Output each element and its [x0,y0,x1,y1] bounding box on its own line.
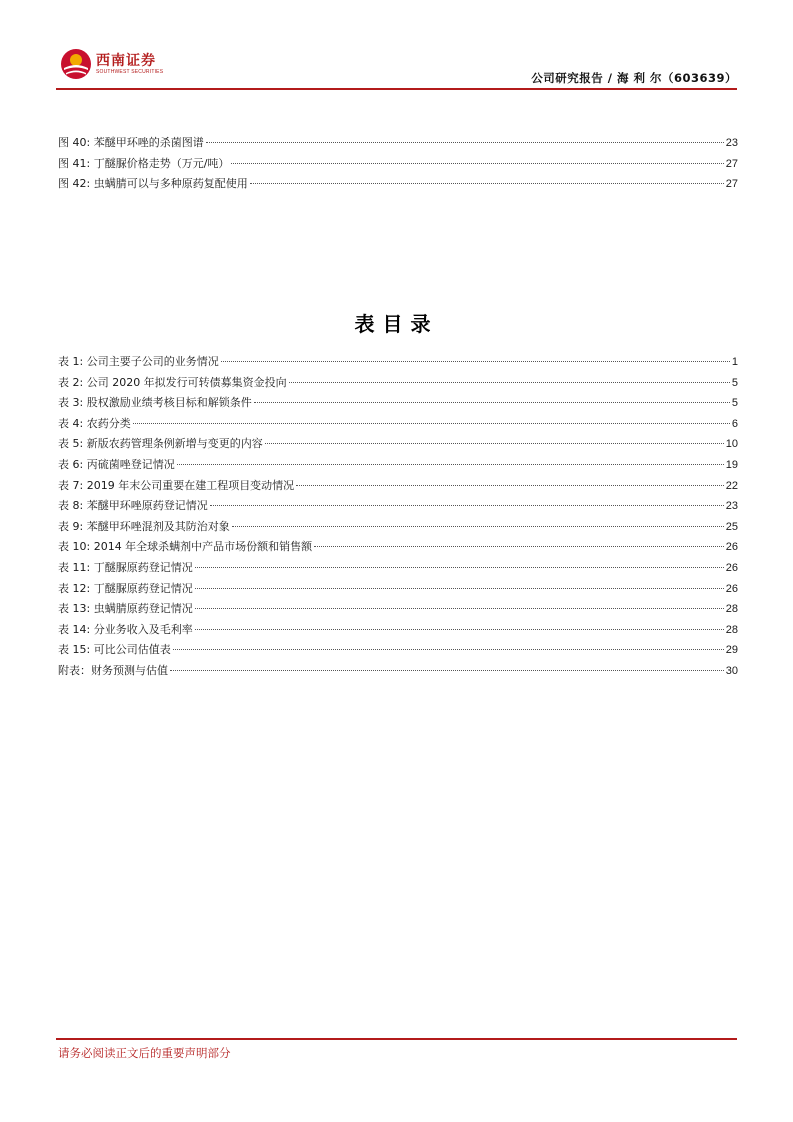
toc-entry[interactable] [58,373,738,394]
footer-disclaimer: 请务必阅读正文后的重要声明部分 [58,1046,231,1060]
toc-leader-dots [296,485,724,486]
toc-leader-dots [177,464,724,465]
toc-entry-label: 表 8: 苯醚甲环唑原药登记情况 [58,499,208,513]
tables-section-title: 表目录 [354,312,439,336]
toc-entry[interactable] [58,352,738,373]
toc-entry-page: 1 [731,356,738,368]
toc-entry[interactable] [58,537,738,558]
toc-entry[interactable] [58,558,738,579]
toc-entry-label: 表 2: 公司 2020 年拟发行可转债募集资金投向 [58,375,287,389]
toc-entry-label: 表 6: 丙硫菌唑登记情况 [58,457,175,471]
toc-entry-page: 10 [725,438,738,451]
toc-entry[interactable] [58,517,738,538]
toc-entry-page: 5 [731,397,738,410]
toc-entry-page: 23 [725,500,738,513]
toc-entry-label: 表 9: 苯醚甲环唑混剂及其防治对象 [58,519,230,533]
toc-leader-dots [289,382,730,383]
toc-entry[interactable] [58,661,738,682]
toc-entry-page: 30 [725,664,738,677]
toc-entry-page: 23 [725,137,738,149]
toc-entry-label: 表 14: 分业务收入及毛利率 [58,622,193,636]
toc-entry-label: 表 15: 可比公司估值表 [58,643,171,657]
toc-leader-dots [254,402,730,403]
toc-entry[interactable] [58,133,738,154]
toc-entry-page: 28 [725,623,738,636]
toc-entry-page: 27 [725,178,738,191]
toc-entry-label: 表 1: 公司主要子公司的业务情况 [58,355,219,368]
toc-leader-dots [195,608,724,609]
toc-leader-dots [133,423,730,424]
toc-leader-dots [232,526,724,527]
toc-entry-page: 26 [725,582,738,595]
sun-rising-icon [60,48,92,80]
toc-entry-page: 29 [725,644,738,657]
figures-toc [58,133,738,195]
toc-entry[interactable] [58,174,738,195]
brand-logo [60,48,163,80]
toc-entry[interactable] [58,414,738,435]
toc-entry-label: 附表：财务预测与估值 [58,663,168,677]
toc-entry[interactable] [58,154,738,175]
toc-entry-page: 19 [725,458,738,471]
toc-entry-page: 26 [725,541,738,554]
toc-entry[interactable] [58,393,738,414]
toc-entry-label: 图 41: 丁醚脲价格走势（万元/吨） [58,156,230,170]
toc-entry[interactable] [58,434,738,455]
toc-leader-dots [173,649,724,650]
report-header-title: 公司研究报告 / 海 利 尔（603639） [531,71,737,85]
tables-toc [58,352,738,682]
toc-entry-label: 表 5: 新版农药管理条例新增与变更的内容 [58,437,263,451]
toc-entry[interactable] [58,620,738,641]
toc-leader-dots [314,546,724,547]
toc-entry-label: 表 12: 丁醚脲原药登记情况 [58,581,193,595]
toc-entry[interactable] [58,476,738,497]
toc-entry-label: 表 10: 2014 年全球杀螨剂中产品市场份额和销售额 [58,540,313,554]
toc-entry[interactable] [58,640,738,661]
toc-entry-label: 表 4: 农药分类 [58,416,131,430]
toc-entry-page: 25 [725,520,738,533]
toc-entry-page: 26 [725,561,738,574]
toc-entry[interactable] [58,579,738,600]
toc-entry-label: 图 40: 苯醚甲环唑的杀菌图谱 [58,136,204,149]
brand-name-en: SOUTHWEST SECURITIES [96,68,164,75]
toc-entry-page: 5 [731,376,738,389]
toc-leader-dots [221,361,730,362]
toc-entry-label: 表 3: 股权激励业绩考核目标和解锁条件 [58,396,252,410]
toc-entry-label: 表 13: 虫螨腈原药登记情况 [58,602,193,616]
toc-leader-dots [265,443,724,444]
toc-entry-page: 28 [725,603,738,616]
toc-leader-dots [250,183,724,184]
toc-leader-dots [195,567,724,568]
toc-leader-dots [195,588,724,589]
toc-entry-page: 22 [725,479,738,492]
brand-name-cn: 西南证券 [96,52,156,69]
toc-entry-page: 6 [731,417,738,430]
header-rule [56,88,737,90]
toc-leader-dots [206,142,724,143]
toc-leader-dots [231,163,723,164]
toc-leader-dots [170,670,724,671]
toc-leader-dots [195,629,724,630]
toc-entry-page: 27 [725,157,738,170]
toc-entry[interactable] [58,455,738,476]
toc-leader-dots [210,505,724,506]
toc-entry[interactable] [58,496,738,517]
toc-entry-label: 表 7: 2019 年末公司重要在建工程项目变动情况 [58,478,295,492]
toc-entry-label: 图 42: 虫螨腈可以与多种原药复配使用 [58,177,248,191]
footer-rule [56,1038,737,1040]
toc-entry-label: 表 11: 丁醚脲原药登记情况 [58,560,193,574]
toc-entry[interactable] [58,599,738,620]
